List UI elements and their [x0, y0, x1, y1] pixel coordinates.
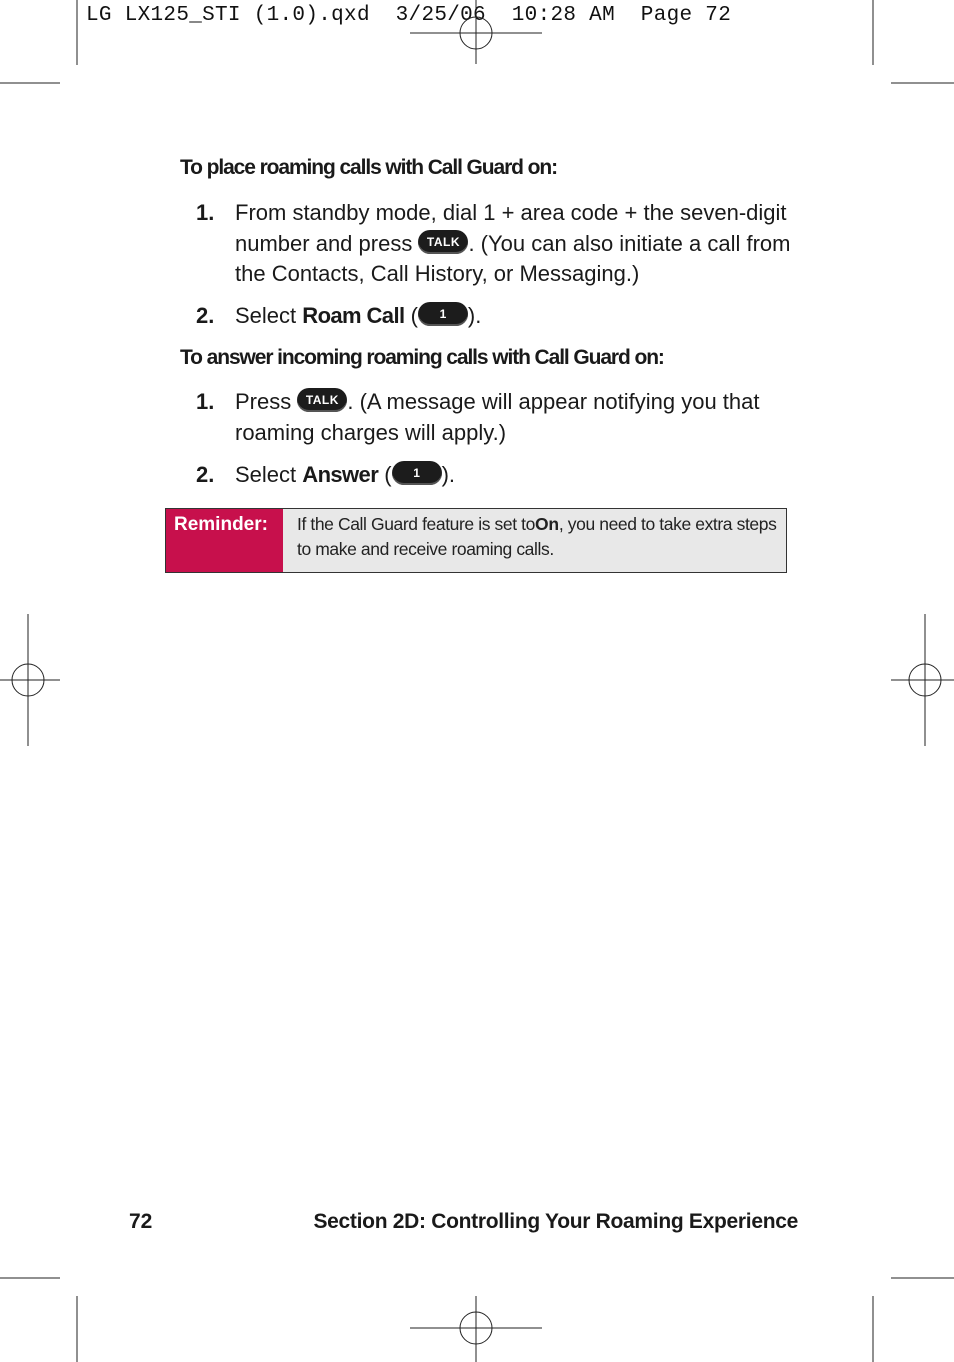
- step-text: Select Roam Call ( 1 ).: [235, 303, 482, 328]
- section-heading-answer-calls: To answer incoming roaming calls with Call Guard on:: [180, 346, 664, 369]
- menu-option-roam-call: Roam Call: [302, 303, 405, 328]
- reminder-text: If the Call Guard feature is set toOn, you need to take extra steps to make and receive roaming calls.: [283, 509, 786, 572]
- step-text: Press TALK . (A message will appear notifying you that roaming charges will apply.): [235, 389, 760, 445]
- reminder-label: Reminder:: [166, 509, 283, 572]
- reminder-on-setting: On: [534, 514, 559, 534]
- talk-key-icon: TALK: [418, 230, 468, 254]
- step-number: 2.: [196, 462, 215, 487]
- section-title: Section 2D: Controlling Your Roaming Experience: [313, 1210, 798, 1233]
- page-number: 72: [129, 1210, 153, 1233]
- one-key-icon: 1: [418, 302, 468, 326]
- step-number: 1.: [196, 200, 215, 225]
- step-text: Select Answer ( 1 ).: [235, 462, 456, 487]
- step-number: 1.: [196, 389, 215, 414]
- step-text: From standby mode, dial 1 + area code + the seven-digit number and press TALK . (You can also initiate a call from the Contacts, Call History, or Messaging.): [235, 200, 791, 286]
- menu-option-answer: Answer: [302, 462, 379, 487]
- section-heading-place-calls: To place roaming calls with Call Guard on:: [180, 156, 557, 179]
- reminder-box: [165, 508, 787, 573]
- talk-key-icon: TALK: [297, 388, 347, 412]
- step-number: 2.: [196, 303, 215, 328]
- file-slug-line: LG LX125_STI (1.0).qxd 3/25/06 10:28 AM Page 72: [86, 4, 732, 27]
- one-key-icon: 1: [392, 461, 442, 485]
